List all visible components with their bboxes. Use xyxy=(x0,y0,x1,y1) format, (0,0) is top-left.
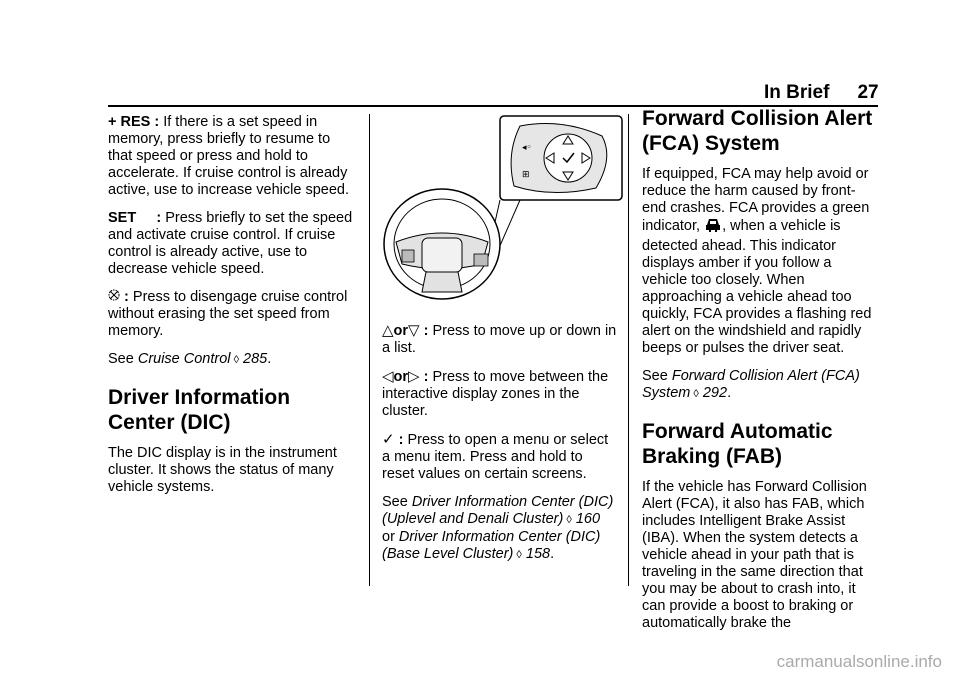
dic-heading: Driver Information Center (DIC) xyxy=(108,386,291,434)
period: . xyxy=(267,351,272,367)
cruise-cancel-icon xyxy=(108,289,124,305)
page-ref-icon: ◊ xyxy=(690,388,699,400)
page-number: 27 xyxy=(857,82,879,103)
column-divider-1 xyxy=(369,114,370,586)
see-prefix: See xyxy=(108,351,138,367)
fab-heading: Forward Automatic Braking (FAB) xyxy=(642,420,833,468)
down-arrow-icon: ▽ xyxy=(408,322,420,339)
cruise-control-page: 285 xyxy=(239,351,268,367)
check-paragraph xyxy=(382,431,617,483)
steering-wheel-illustration xyxy=(382,114,627,304)
or-label: or xyxy=(393,323,409,339)
left-column xyxy=(108,114,358,507)
dic-uplevel-link[interactable]: Driver Information Center (DIC) (Uplevel and Denali Cluster) xyxy=(382,494,614,527)
watermark: carmanualsonline.info xyxy=(776,652,942,671)
fca-heading: Forward Collision Alert (FCA) System xyxy=(642,107,873,155)
colon: : xyxy=(394,432,404,448)
section-title: In Brief xyxy=(764,82,830,103)
colon: : xyxy=(419,323,429,339)
res-text: If there is a set speed in memory, press briefly to resume to that speed or press and hold to accelerate. If cruise control is already active, use to increase vehicle speed. xyxy=(108,114,349,198)
middle-column xyxy=(382,114,617,575)
svg-text:◂◦: ◂◦ xyxy=(522,143,532,153)
leftright-paragraph xyxy=(382,368,617,420)
column-divider-2 xyxy=(628,114,629,586)
see-prefix: See xyxy=(382,494,412,510)
see-prefix: See xyxy=(642,368,672,384)
updown-paragraph xyxy=(382,322,617,357)
set-text: Press briefly to set the speed and activate cruise control. If cruise control is already active, use to decrease vehicle speed. xyxy=(108,210,353,277)
see-cruise-paragraph xyxy=(108,351,358,369)
right-column xyxy=(642,106,878,643)
fca-page: 292 xyxy=(698,385,728,401)
or-text: or xyxy=(382,529,399,545)
page-ref-icon: ◊ xyxy=(563,514,572,526)
page-header xyxy=(764,82,879,104)
res-paragraph xyxy=(108,114,358,199)
cruise-control-link[interactable]: Cruise Control xyxy=(137,351,231,367)
or-label: or xyxy=(393,369,409,385)
cancel-text: Press to disengage cruise control without erasing the set speed from memory. xyxy=(108,289,348,339)
dic-paragraph: The DIC display is in the instrument cluster. It shows the status of many vehicle systems. xyxy=(108,445,337,495)
up-arrow-icon: △ xyxy=(382,322,394,339)
check-text: Press to open a menu or select a menu item. Press and hold to reset values on certain screens. xyxy=(382,432,609,482)
dic-base-link[interactable]: Driver Information Center (DIC) (Base Level Cluster) xyxy=(382,529,601,562)
see-dic-paragraph xyxy=(382,494,617,564)
checkmark-icon: ✓ xyxy=(382,431,395,448)
fca-paragraph xyxy=(642,166,878,357)
colon: : xyxy=(419,369,429,385)
leftright-text: Press to move between the interactive display zones in the cluster. xyxy=(382,369,609,419)
vehicle-ahead-icon xyxy=(704,217,722,238)
cancel-paragraph xyxy=(108,289,358,340)
svg-text:⊞: ⊞ xyxy=(522,170,530,180)
cancel-label: : xyxy=(124,289,129,305)
page-ref-icon: ◊ xyxy=(230,354,240,366)
res-label: + RES : xyxy=(108,114,160,130)
left-arrow-icon: ◁ xyxy=(382,368,394,385)
fca-text-2: , when a vehicle is detected ahead. This indicator displays amber if you follow a vehicle too closely. When approaching a vehicle ahead too quickly, FCA provides a flashing red alert on the windshield and rapidly beeps or pulses the driver seat. xyxy=(642,218,872,356)
updown-text: Press to move up or down in a list. xyxy=(382,323,617,356)
period: . xyxy=(727,385,732,401)
period: . xyxy=(550,546,555,562)
dic-base-page: 158 xyxy=(521,546,551,562)
page-ref-icon: ◊ xyxy=(513,549,522,561)
fab-paragraph: If the vehicle has Forward Collision Alert (FCA), it also has FAB, which includes Intelligent Brake Assist (IBA). When the system detects a vehicle ahead in your path that is traveling in the same direction that you may be about to crash into, it can provide a boost to braking or automatically brake the xyxy=(642,479,867,631)
set-label: SET : xyxy=(108,210,162,226)
dic-uplevel-page: 160 xyxy=(571,511,601,527)
fca-text-1: If equipped, FCA may help avoid or reduce the harm caused by front-end crashes. FCA provides a green indicator, xyxy=(642,166,870,234)
set-paragraph xyxy=(108,210,358,278)
right-arrow-icon: ▷ xyxy=(408,368,420,385)
see-fca-paragraph xyxy=(642,368,878,403)
fca-link[interactable]: Forward Collision Alert (FCA) System xyxy=(642,368,860,401)
